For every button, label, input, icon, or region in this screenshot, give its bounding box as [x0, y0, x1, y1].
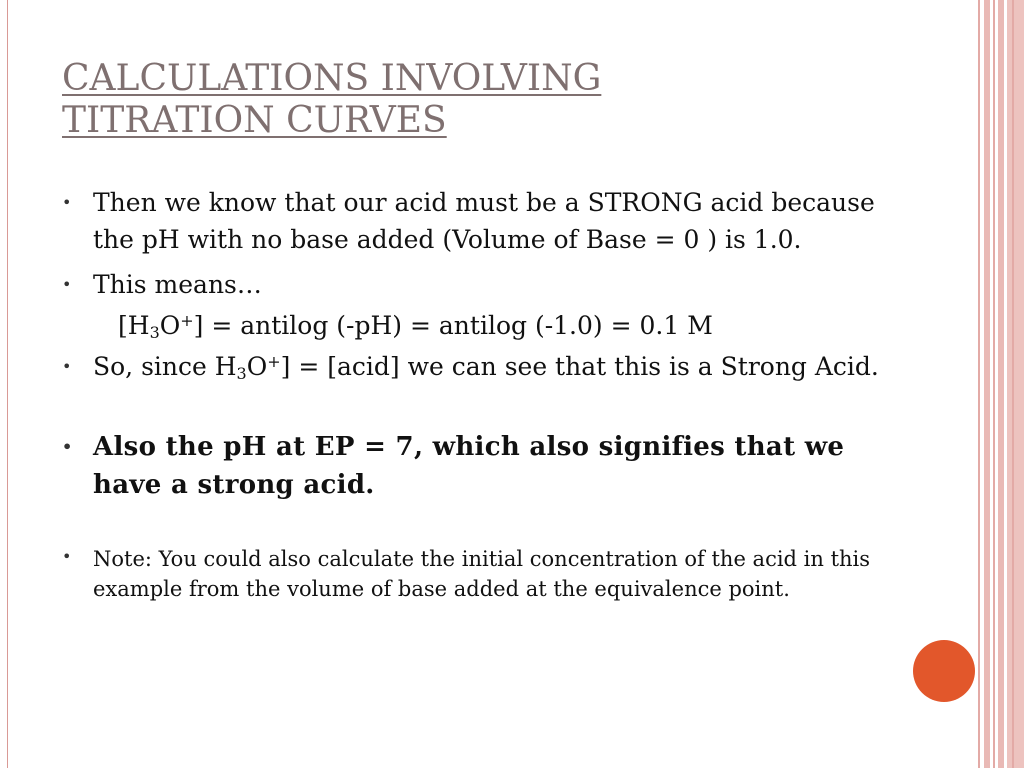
right-border-stripe — [978, 0, 980, 768]
bullet-list — [62, 184, 882, 604]
bullet-so-since — [62, 348, 882, 385]
eq-open: [H — [118, 311, 150, 340]
right-border-stripe — [1012, 0, 1014, 768]
bullet-text: Note: You could also calculate the initial concentration of the acid in this example from the volume of base added at the equivalence point. — [93, 547, 871, 601]
bullet-dot: • — [62, 437, 73, 456]
bullet-text: Then we know that our acid must be a STRONG acid because the pH with no base added (Volume of Base = 0 ) is 1.0. — [93, 188, 875, 254]
right-border-stripe — [984, 0, 990, 768]
title-line-2: TITRATION CURVES — [62, 100, 447, 141]
bullet-note — [62, 544, 882, 604]
b3-oxygen: O — [246, 352, 268, 381]
b3-superscript: + — [267, 352, 281, 371]
eq-superscript: + — [180, 311, 194, 330]
bullet-dot: • — [62, 275, 72, 294]
b3-subscript: 3 — [236, 364, 247, 383]
bullet-text — [93, 352, 879, 381]
bullet-dot: • — [62, 193, 72, 212]
right-border-stripe — [998, 0, 1004, 768]
bullet-dot: • — [62, 547, 72, 566]
b3-post: ] = [acid] we can see that this is a Strong Acid. — [280, 352, 879, 381]
bullet-this-means — [62, 266, 882, 303]
eq-subscript: 3 — [149, 323, 160, 342]
b3-pre: So, since H — [93, 352, 237, 381]
bullet-text: This means… — [93, 270, 262, 299]
eq-oxygen: O — [159, 311, 181, 340]
eq-rest: ] = antilog (-pH) = antilog (-1.0) = 0.1 M — [193, 311, 713, 340]
bullet-ph-at-ep — [62, 428, 882, 504]
hydronium-equation — [62, 307, 882, 344]
bullet-dot: • — [62, 357, 72, 376]
bullet-text: Also the pH at EP = 7, which also signifies that we have a strong acid. — [93, 432, 845, 500]
title-line-1: CALCULATIONS INVOLVING — [62, 58, 602, 99]
slide-title — [62, 58, 762, 142]
right-border-stripe — [1007, 0, 1024, 768]
decorative-circle — [913, 640, 975, 702]
right-border-stripe — [993, 0, 995, 768]
bullet-strong-acid — [62, 184, 882, 258]
left-border-line — [7, 0, 8, 768]
